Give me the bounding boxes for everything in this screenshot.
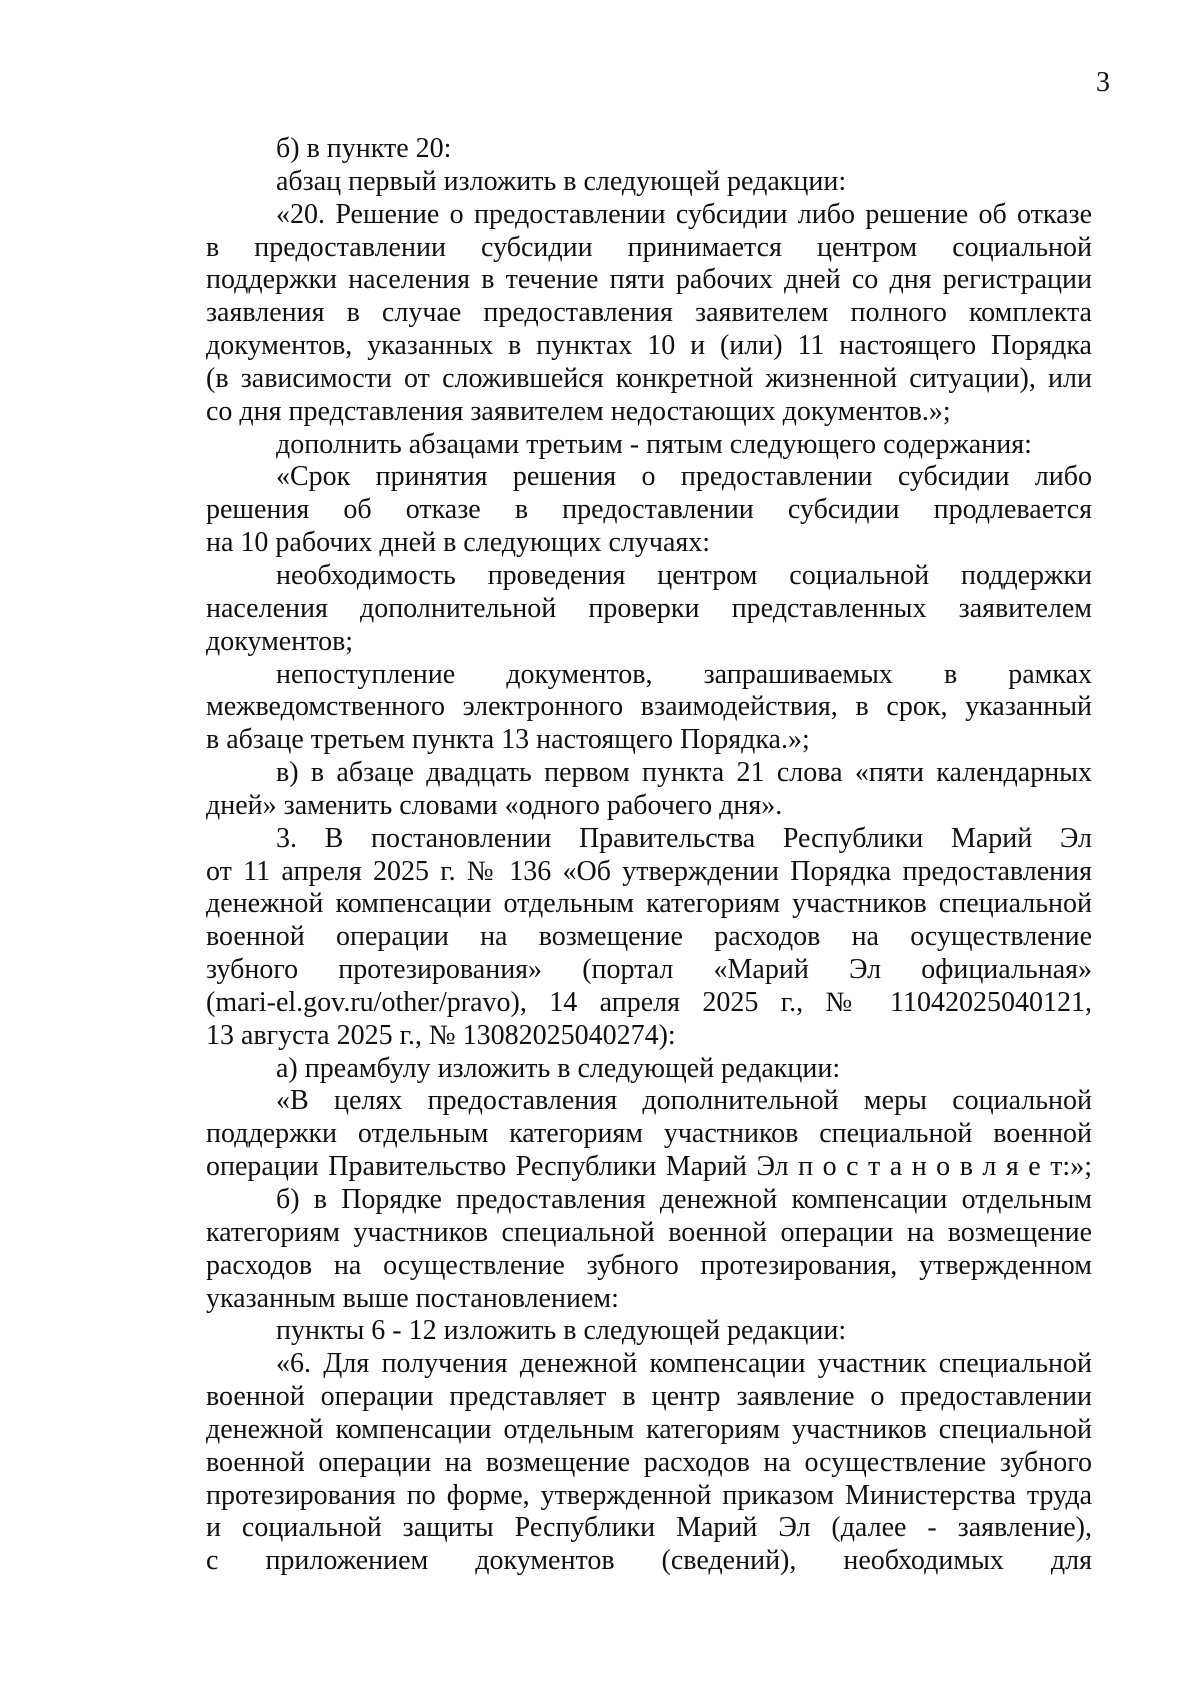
text-line: со дня представления заявителем недостающих документов.»; [206,395,951,427]
text-line: пункты 6 - 12 изложить в следующей редакции: [276,1315,847,1347]
text-line: расходов на осуществление зубного протезирования, утвержденном [206,1249,1092,1281]
text-line: 3. В постановлении Правительства Республики Марий Эл [276,822,1092,854]
text-line: военной операции представляет в центр заявление о предоставлении [206,1381,1092,1413]
text-line: от 11 апреля 2025 г. № 136 «Об утверждении Порядка предоставления [206,855,1092,887]
text-line: дней» заменить словами «одного рабочего дня». [206,789,783,821]
text-line: категориям участников специальной военной операции на возмещение [206,1216,1092,1248]
text-line: документов, указанных в пунктах 10 и (или) 11 настоящего Порядка [206,330,1092,362]
text-line: дополнить абзацами третьим - пятым следующего содержания: [276,428,1032,460]
text-line: 13 августа 2025 г., № 13082025040274): [206,1019,676,1051]
text-line: «Срок принятия решения о предоставлении субсидии либо [276,461,1092,493]
text-line: межведомственного электронного взаимодействия, в срок, указанный [206,691,1092,723]
text-line: «В целях предоставления дополнительной меры социальной [276,1085,1092,1117]
text-line: и социальной защиты Республики Марий Эл (далее - заявление), [206,1512,1092,1544]
text-line: (mari-el.gov.ru/other/pravo), 14 апреля 2025 г., № 11042025040121, [206,986,1092,1018]
text-line: «20. Решение о предоставлении субсидии либо решение об отказе [276,198,1092,230]
text-line: абзац первый изложить в следующей редакции: [276,165,847,197]
text-line: б) в Порядке предоставления денежной компенсации отдельным [276,1184,1092,1215]
text-line: решения об отказе в предоставлении субсидии продлевается [206,494,1092,526]
text-line: протезирования по форме, утвержденной приказом Министерства труда [206,1479,1092,1511]
text-line: поддержки отдельным категориям участников специальной военной [206,1118,1092,1150]
text-line: б) в пункте 20: [276,133,452,164]
text-line: документов; [206,625,354,657]
text-line: с приложением документов (сведений), необходимых для [206,1545,1092,1577]
text-line: заявления в случае предоставления заявителем полного комплекта [206,297,1092,329]
text-line: военной операции на возмещение расходов на осуществление [206,921,1092,953]
text-line: населения дополнительной проверки представленных заявителем [206,592,1092,624]
text-line: на 10 рабочих дней в следующих случаях: [206,527,711,559]
text-line: в абзаце третьем пункта 13 настоящего Порядка.»; [206,724,810,756]
text-line: а) преамбулу изложить в следующей редакции: [276,1052,841,1084]
text-line: операции Правительство Республики Марий Эл п о с т а н о в л я е т:»; [206,1151,1092,1183]
document-body [206,133,1092,1578]
text-line: непоступление документов, запрашиваемых в рамках [276,658,1092,690]
text-line: «6. Для получения денежной компенсации участник специальной [276,1348,1092,1380]
text-line: зубного протезирования» (портал «Марий Эл официальная» [206,954,1092,986]
page-number: 3 [1096,67,1110,98]
text-line: (в зависимости от сложившейся конкретной жизненной ситуации), или [206,362,1092,394]
text-line: в предоставлении субсидии принимается центром социальной [206,231,1092,263]
text-line: военной операции на возмещение расходов на осуществление зубного [206,1446,1092,1478]
text-line: поддержки населения в течение пяти рабочих дней со дня регистрации [206,264,1092,296]
text-line: денежной компенсации отдельным категориям участников специальной [206,888,1092,920]
text-line: необходимость проведения центром социальной поддержки [276,559,1092,591]
text-line: в) в абзаце двадцать первом пункта 21 слова «пяти календарных [276,757,1092,789]
text-line: указанным выше постановлением: [206,1282,619,1314]
text-line: денежной компенсации отдельным категориям участников специальной [206,1413,1092,1445]
